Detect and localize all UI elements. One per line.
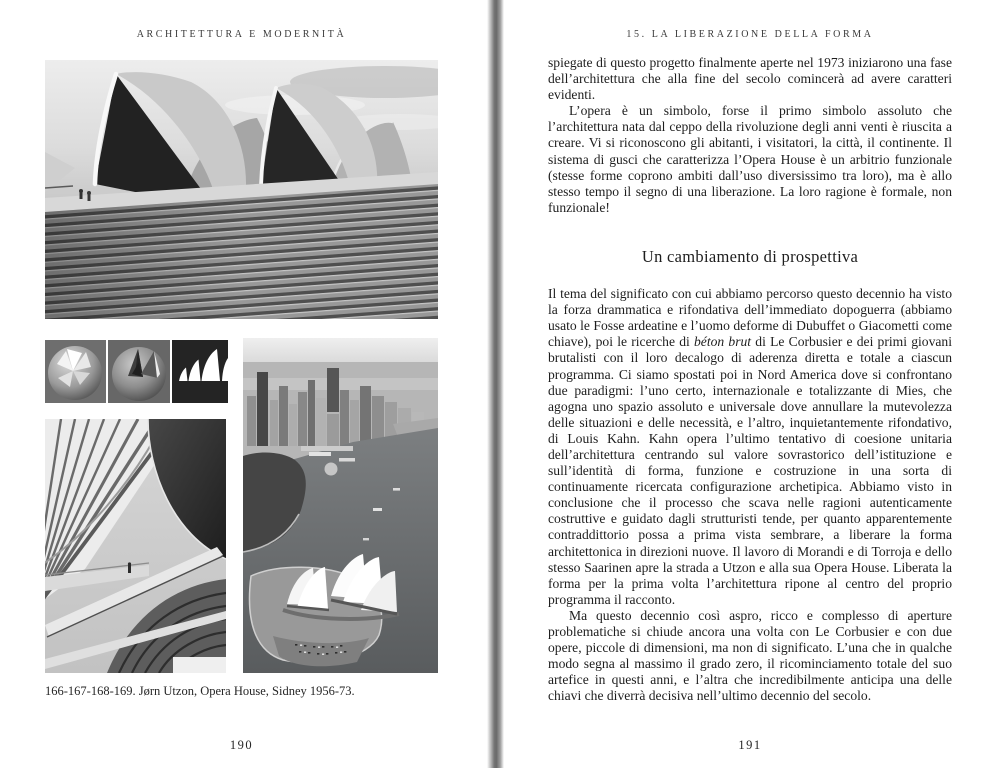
paragraph <box>548 286 952 608</box>
paragraphs-before-heading <box>548 55 952 216</box>
text-run: Ma questo decennio così aspro, ricco e complesso di aperture problematiche si chiude ancora una volta con Le Corbusier e con due opere, piccole di dimensioni, ma non di significato. L’una che in qualche modo segna al massimo il grado zero, il ricominciamento totale del suo artefice in questi anni, e l’altra che incredibilmente anticipa una delle chiavi che diverrà decisiva nell’ultimo decennio del secolo. <box>548 607 952 704</box>
photo-sphere-model-2 <box>108 340 170 403</box>
photo-opera-house-logo <box>172 340 228 403</box>
book-spine-gutter <box>487 0 504 768</box>
paragraph <box>548 55 952 103</box>
running-head-right: 15. LA LIBERAZIONE DELLA FORMA <box>626 29 874 40</box>
photo-sphere-model-1 <box>45 340 106 403</box>
paragraph <box>548 103 952 216</box>
figure-caption: 166-167-168-169. Jørn Utzon, Opera House, Sidney 1956-73. <box>45 684 355 698</box>
body-text-column <box>548 55 952 704</box>
right-page <box>503 0 991 768</box>
running-head-left: ARCHITETTURA E MODERNITÀ <box>136 29 347 40</box>
left-page <box>0 0 489 768</box>
section-heading: Un cambiamento di prospettiva <box>641 246 859 266</box>
text-run: di Le Corbusier e dei primi giovani brutalisti con il loro decalogo di aderenza diretta e totale a ciascun programma. Ci siamo spostati poi in Nord America dove si confrontano due paradigmi: l’uno certo, internazionale e totalizzante di Mies, che agogna uno spazio assoluto e universale dove annullare la mutevolezza delle situazioni e delle necessità, e l’altro, inquietantemente rifondativo, di Louis Kahn. Kahn opera l’ultimo tentativo di coesione unitaria dell’architettura centrando sul valore sovrastorico dell’istituzione e sull’identità di forma, funzione e costruzione in una sorta di continuamente ricercata configurazione archetipica. Abbiamo visto in conclusione che il processo che scava nelle ragioni autenticamente costruttive e guidato dagli strutturisti tende, per quanto apparentemente contraddittorio possa a prima vista sembrare, a liberare la forma architettonica in direzioni nuove. Il lavoro di Morandi e di Torroja e dello stesso Saarinen apre la strada a Utzon e alla sua Opera House. Liberata la forma per la prima volta l’architettura ripone al centro del proprio programma il racconto. <box>548 334 953 607</box>
text-run: spiegate di questo progetto finalmente aperte nel 1973 iniziarono una fase dell’architettura che alla fine del secolo comincerà ad avere caratteri evidenti. <box>548 55 952 103</box>
paragraph <box>548 608 952 705</box>
page-number-left: 190 <box>229 738 254 752</box>
photo-opera-house-shells-steps <box>45 60 438 319</box>
italic-run: béton brut <box>694 334 752 350</box>
text-run: L’opera è un simbolo, forse il primo simbolo assoluto che l’architettura nata dal ceppo della rivoluzione degli anni venti è riuscita a creare. Vi si riconoscono gli abitanti, i visitatori, la città, il continente. Il sistema di gusci che caratterizza l’Opera House è un arbitrio funzionale (stesse forme coprono ambiti dall’uso diversissimo tra loro), ma è allo stesso tempo il segno di una liberazione. La loro ragione è formale, non funzionale! <box>548 103 952 215</box>
photo-opera-house-interior <box>45 419 226 673</box>
photo-sydney-harbour-aerial <box>243 338 438 673</box>
text-run: Il tema del significato con cui abbiamo percorso questo decennio ha visto la forza drammatica e rifondativa dell’immediato dopoguerra (abbiamo usato le Fosse ardeatine e l’uomo deforme di Dubuffet o Giacometti come chiave), poi le ricerche di <box>548 286 952 350</box>
paragraphs-after-heading <box>548 286 952 704</box>
page-number-right: 191 <box>738 738 762 752</box>
